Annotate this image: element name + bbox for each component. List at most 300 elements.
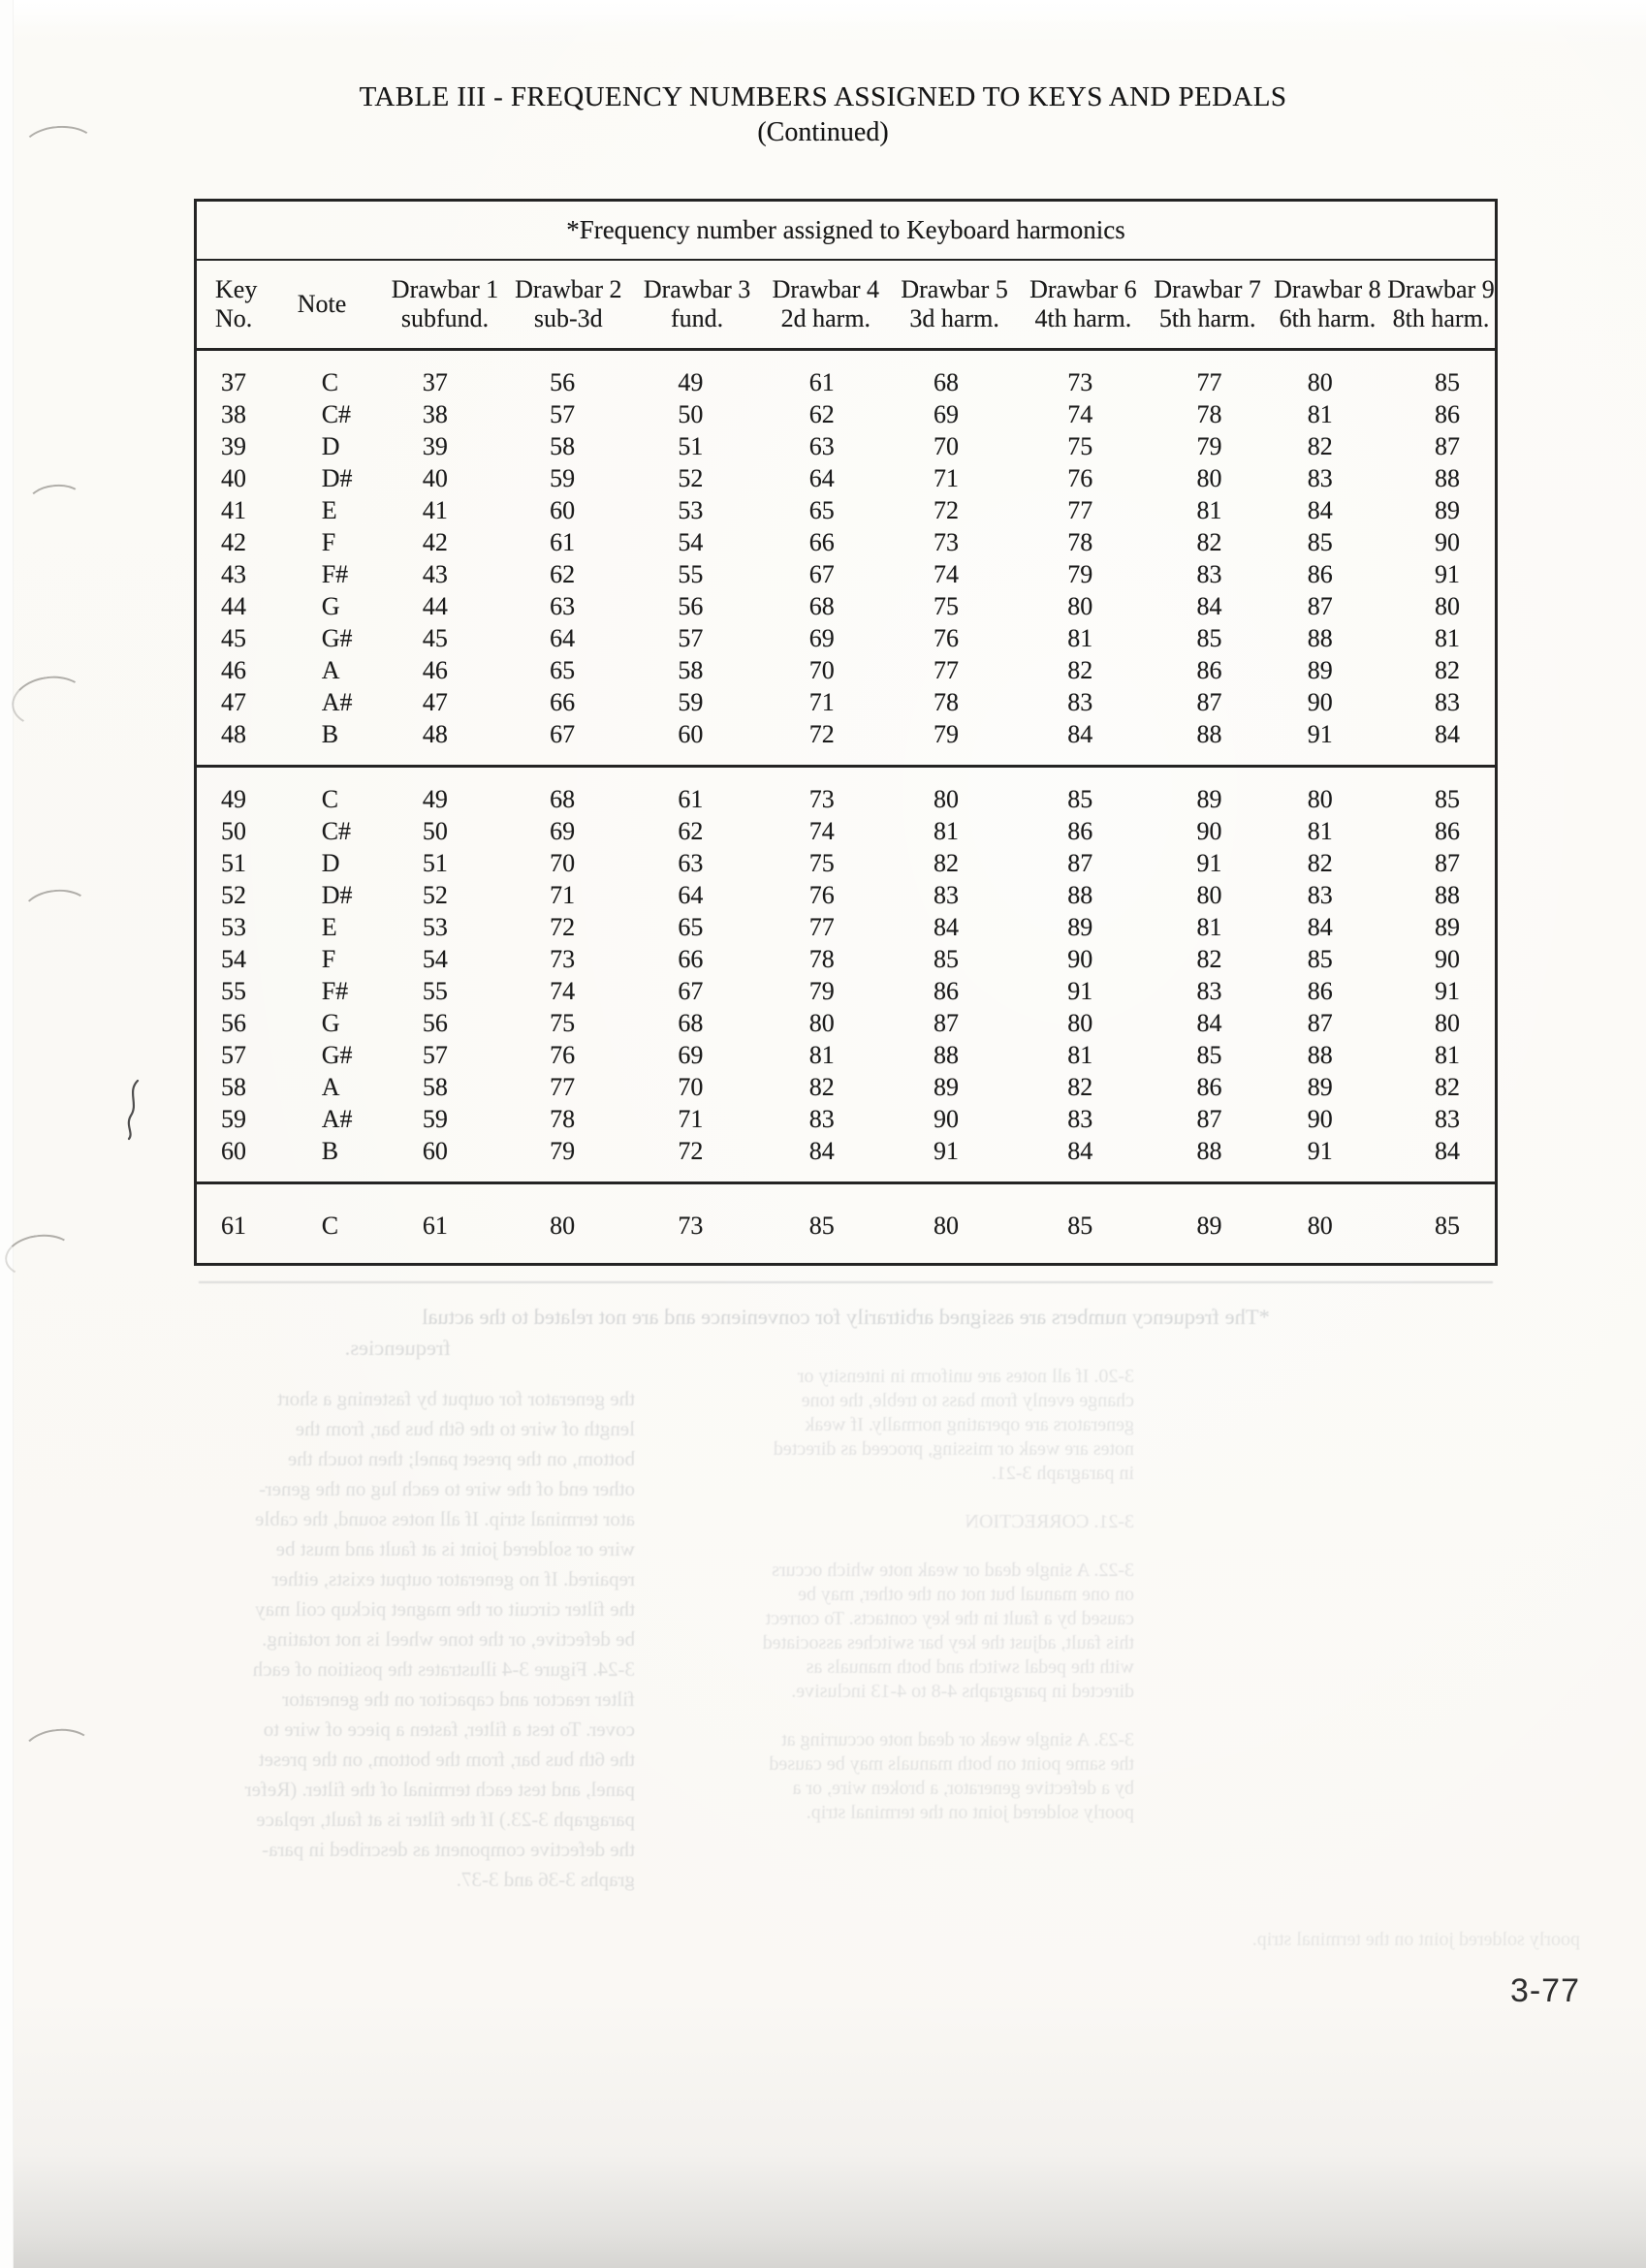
frequency-cell: 87: [1435, 849, 1461, 877]
frequency-cell: 83: [1196, 560, 1222, 588]
frequency-cell: 83: [808, 1105, 835, 1133]
frequency-cell: 77: [550, 1073, 576, 1101]
frequency-cell: 82: [1067, 1073, 1093, 1101]
note-cell: D#: [321, 464, 353, 492]
col-header-drawbar-1: [386, 260, 504, 350]
frequency-cell: 87: [933, 1009, 959, 1037]
note-cell: D: [321, 432, 340, 460]
frequency-cell: 74: [1067, 400, 1093, 428]
frequency-cell: 84: [1307, 913, 1333, 941]
table-row: [196, 686, 1497, 718]
frequency-cell: 60: [678, 720, 704, 748]
note-cell: A#: [321, 688, 353, 716]
frequency-cell: 54: [422, 945, 448, 973]
frequency-cell: 68: [933, 368, 959, 396]
showthrough-rule: [199, 1281, 1493, 1283]
table-row: [196, 879, 1497, 911]
key-no-cell: 41: [221, 496, 246, 524]
paper-left-edge: [0, 0, 14, 2268]
frequency-cell: 66: [550, 688, 576, 716]
frequency-cell: 79: [933, 720, 959, 748]
note-cell: E: [321, 496, 337, 524]
frequency-cell: 84: [1067, 1137, 1093, 1165]
frequency-cell: 86: [933, 977, 959, 1005]
frequency-cell: 82: [1307, 849, 1333, 877]
binder-hole-arc: [25, 482, 84, 520]
frequency-cell: 74: [808, 817, 835, 845]
frequency-cell: 85: [808, 1212, 835, 1240]
frequency-cell: 84: [1435, 1137, 1461, 1165]
table-row: [196, 847, 1497, 879]
frequency-cell: 65: [808, 496, 835, 524]
frequency-cell: 89: [1435, 496, 1461, 524]
frequency-cell: 81: [933, 817, 959, 845]
frequency-cell: 90: [933, 1105, 959, 1133]
frequency-cell: 85: [1307, 528, 1333, 556]
frequency-cell: 81: [1307, 817, 1333, 845]
key-no-cell: 45: [221, 624, 246, 652]
frequency-cell: 71: [678, 1105, 704, 1133]
frequency-cell: 83: [933, 881, 959, 909]
frequency-cell: 87: [1067, 849, 1093, 877]
frequency-cell: 69: [678, 1041, 704, 1069]
frequency-cell: 40: [422, 464, 448, 492]
frequency-table: [194, 199, 1498, 1266]
frequency-cell: 90: [1435, 945, 1461, 973]
table-row: [196, 1071, 1497, 1103]
header-line: Drawbar 7: [1154, 275, 1261, 303]
frequency-cell: 80: [933, 1212, 959, 1240]
frequency-cell: 42: [422, 528, 448, 556]
note-cell: C: [321, 368, 339, 396]
note-cell: F#: [321, 977, 349, 1005]
frequency-cell: 84: [1196, 592, 1222, 620]
frequency-cell: 43: [422, 560, 448, 588]
binder-hole-arc: [3, 1231, 78, 1281]
frequency-cell: 62: [550, 560, 576, 588]
frequency-cell: 91: [933, 1137, 959, 1165]
frequency-cell: 80: [1067, 592, 1093, 620]
frequency-cell: 82: [1067, 656, 1093, 684]
frequency-cell: 81: [1196, 913, 1222, 941]
key-no-cell: 42: [221, 528, 246, 556]
frequency-cell: 81: [1196, 496, 1222, 524]
frequency-cell: 52: [678, 464, 704, 492]
frequency-cell: 70: [678, 1073, 704, 1101]
key-no-cell: 50: [221, 817, 246, 845]
frequency-cell: 88: [1307, 1041, 1333, 1069]
key-no-cell: 49: [221, 785, 246, 813]
frequency-cell: 85: [1435, 1212, 1461, 1240]
col-header-drawbar-4: [762, 260, 890, 350]
key-no-cell: 44: [221, 592, 246, 620]
note-cell: C#: [321, 400, 352, 428]
note-cell: A: [321, 1073, 340, 1101]
key-no-cell: 54: [221, 945, 246, 973]
frequency-cell: 51: [678, 432, 704, 460]
note-cell: G: [321, 1009, 340, 1037]
frequency-cell: 61: [808, 368, 835, 396]
key-no-cell: 57: [221, 1041, 246, 1069]
table-row: [196, 494, 1497, 526]
frequency-cell: 59: [678, 688, 704, 716]
note-cell: F: [321, 945, 336, 973]
frequency-cell: 65: [550, 656, 576, 684]
frequency-cell: 70: [550, 849, 576, 877]
page-subtitle: (Continued): [757, 117, 889, 147]
key-block-37-48: [196, 350, 1497, 767]
header-line: Drawbar 5: [901, 275, 1008, 303]
key-no-cell: 39: [221, 432, 246, 460]
frequency-cell: 39: [422, 432, 448, 460]
frequency-cell: 60: [422, 1137, 448, 1165]
frequency-cell: 45: [422, 624, 448, 652]
frequency-cell: 74: [933, 560, 959, 588]
frequency-cell: 75: [808, 849, 835, 877]
table-row: [196, 911, 1497, 943]
note-cell: A#: [321, 1105, 353, 1133]
header-line: Note: [297, 290, 347, 318]
showthrough-footnote: *The frequency numbers are assigned arbitrarily for convenience and are not related to the actual: [422, 1305, 1270, 1329]
col-header-key-no: [196, 260, 285, 350]
frequency-cell: 37: [422, 368, 448, 396]
frequency-cell: 81: [808, 1041, 835, 1069]
table-row: [196, 654, 1497, 686]
frequency-cell: 81: [1307, 400, 1333, 428]
header-line: Drawbar 3: [643, 275, 751, 303]
table-row: [196, 1183, 1497, 1265]
frequency-cell: 79: [550, 1137, 576, 1165]
frequency-cell: 85: [1435, 368, 1461, 396]
frequency-cell: 88: [1196, 720, 1222, 748]
col-header-drawbar-9: [1387, 260, 1496, 350]
frequency-cell: 61: [550, 528, 576, 556]
frequency-cell: 78: [550, 1105, 576, 1133]
frequency-cell: 46: [422, 656, 448, 684]
table-caption: *Frequency number assigned to Keyboard harmonics: [196, 201, 1497, 261]
frequency-cell: 88: [1196, 1137, 1222, 1165]
key-no-cell: 48: [221, 720, 246, 748]
note-cell: F#: [321, 560, 349, 588]
col-header-drawbar-5: [890, 260, 1019, 350]
frequency-cell: 91: [1196, 849, 1222, 877]
frequency-cell: 63: [678, 849, 704, 877]
frequency-cell: 86: [1435, 817, 1461, 845]
frequency-cell: 80: [1307, 368, 1333, 396]
table-row: [196, 1007, 1497, 1039]
frequency-cell: 91: [1067, 977, 1093, 1005]
frequency-cell: 75: [550, 1009, 576, 1037]
frequency-cell: 57: [550, 400, 576, 428]
frequency-cell: 75: [933, 592, 959, 620]
table-row: [196, 767, 1497, 816]
frequency-cell: 56: [422, 1009, 448, 1037]
frequency-cell: 73: [808, 785, 835, 813]
frequency-cell: 91: [1435, 977, 1461, 1005]
key-no-cell: 40: [221, 464, 246, 492]
frequency-cell: 38: [422, 400, 448, 428]
frequency-cell: 80: [550, 1212, 576, 1240]
frequency-cell: 53: [678, 496, 704, 524]
showthrough-text-left: the generator for output by fastening a short length of wire to the 6th bus bar, from the bottom, on the preset panel; then touch the other end of the wire to each lug on the gener- ator terminal strip. If all notes sound, the cable wire or soldered joint is at fault and must be repaired. If no generator output exists, either the filter circuit or the magnet pickup coil may be defective, or the tone wheel is not rotating. 3-24. Figure 3-4 illustrates the position of each filter reactor and capacitor on the generator cover. To test a filter, fasten a piece of wire to the 6th bus bar, from the bottom, on the preset panel, and test each terminal of the filter. (Refer paragraph 3-23.) If the filter is at fault, replace the defective component as described in para- graphs 3-36 and 3-37.: [244, 1387, 635, 1891]
frequency-cell: 79: [1067, 560, 1093, 588]
frequency-cell: 90: [1307, 1105, 1333, 1133]
frequency-cell: 64: [550, 624, 576, 652]
binder-hole-arc: [9, 672, 90, 732]
key-no-cell: 56: [221, 1009, 246, 1037]
header-line: 5th harm.: [1158, 304, 1256, 332]
frequency-cell: 77: [1067, 496, 1093, 524]
frequency-cell: 54: [678, 528, 704, 556]
frequency-cell: 51: [422, 849, 448, 877]
frequency-cell: 88: [1307, 624, 1333, 652]
frequency-cell: 58: [678, 656, 704, 684]
frequency-cell: 80: [808, 1009, 835, 1037]
frequency-cell: 77: [933, 656, 959, 684]
frequency-cell: 67: [808, 560, 835, 588]
frequency-cell: 86: [1307, 560, 1333, 588]
showthrough-footnote-continuation: frequencies.: [344, 1336, 451, 1360]
page-number: 3-77: [1509, 1972, 1580, 2009]
frequency-cell: 72: [808, 720, 835, 748]
frequency-cell: 75: [1067, 432, 1093, 460]
key-no-cell: 53: [221, 913, 246, 941]
note-cell: D#: [321, 881, 353, 909]
key-block-61: [196, 1183, 1497, 1265]
header-line: Drawbar 4: [772, 275, 880, 303]
frequency-cell: 90: [1196, 817, 1222, 845]
table-row: [196, 462, 1497, 494]
key-no-cell: 59: [221, 1105, 246, 1133]
frequency-cell: 52: [422, 881, 448, 909]
ink-mark: [122, 1078, 145, 1142]
frequency-cell: 80: [933, 785, 959, 813]
frequency-cell: 55: [678, 560, 704, 588]
frequency-cell: 61: [678, 785, 704, 813]
frequency-cell: 85: [1067, 1212, 1093, 1240]
key-no-cell: 51: [221, 849, 246, 877]
key-no-cell: 37: [221, 368, 246, 396]
frequency-cell: 89: [1067, 913, 1093, 941]
frequency-cell: 89: [1196, 1212, 1222, 1240]
table-header-row: [196, 260, 1497, 350]
header-line: 2d harm.: [780, 304, 871, 332]
frequency-cell: 50: [422, 817, 448, 845]
frequency-cell: 66: [808, 528, 835, 556]
table-row: [196, 1103, 1497, 1135]
frequency-cell: 86: [1067, 817, 1093, 845]
frequency-cell: 49: [422, 785, 448, 813]
frequency-cell: 83: [1307, 881, 1333, 909]
frequency-cell: 78: [933, 688, 959, 716]
frequency-cell: 89: [1196, 785, 1222, 813]
frequency-cell: 64: [678, 881, 704, 909]
frequency-cell: 85: [1435, 785, 1461, 813]
frequency-cell: 80: [1196, 464, 1222, 492]
frequency-cell: 70: [933, 432, 959, 460]
frequency-cell: 80: [1435, 1009, 1461, 1037]
frequency-cell: 89: [1307, 1073, 1333, 1101]
header-line: Key: [215, 275, 258, 303]
key-no-cell: 55: [221, 977, 246, 1005]
frequency-cell: 87: [1435, 432, 1461, 460]
frequency-cell: 91: [1307, 1137, 1333, 1165]
frequency-cell: 84: [808, 1137, 835, 1165]
table-row: [196, 430, 1497, 462]
frequency-cell: 64: [808, 464, 835, 492]
frequency-cell: 71: [550, 881, 576, 909]
frequency-cell: 55: [422, 977, 448, 1005]
frequency-cell: 90: [1307, 688, 1333, 716]
frequency-cell: 71: [808, 688, 835, 716]
note-cell: C#: [321, 817, 352, 845]
key-no-cell: 43: [221, 560, 246, 588]
frequency-cell: 80: [1307, 785, 1333, 813]
frequency-cell: 88: [933, 1041, 959, 1069]
table-row: [196, 398, 1497, 430]
frequency-cell: 90: [1435, 528, 1461, 556]
note-cell: G: [321, 592, 340, 620]
frequency-cell: 83: [1307, 464, 1333, 492]
table-row: [196, 622, 1497, 654]
header-line: Drawbar 8: [1274, 275, 1381, 303]
frequency-cell: 57: [678, 624, 704, 652]
frequency-cell: 62: [678, 817, 704, 845]
frequency-cell: 72: [550, 913, 576, 941]
key-block-49-60: [196, 767, 1497, 1183]
frequency-cell: 86: [1196, 656, 1222, 684]
frequency-cell: 84: [933, 913, 959, 941]
frequency-cell: 89: [1307, 656, 1333, 684]
frequency-cell: 78: [808, 945, 835, 973]
binder-hole-arc: [19, 1725, 98, 1780]
frequency-cell: 87: [1196, 1105, 1222, 1133]
frequency-cell: 87: [1196, 688, 1222, 716]
frequency-cell: 78: [1067, 528, 1093, 556]
table-row: [196, 943, 1497, 975]
frequency-cell: 66: [678, 945, 704, 973]
header-line: Drawbar 2: [515, 275, 622, 303]
binder-hole-arc: [19, 886, 93, 937]
header-line: Drawbar 6: [1029, 275, 1137, 303]
frequency-cell: 88: [1435, 464, 1461, 492]
frequency-cell: 82: [1307, 432, 1333, 460]
frequency-cell: 85: [1196, 624, 1222, 652]
frequency-cell: 81: [1067, 1041, 1093, 1069]
note-cell: C: [321, 785, 339, 813]
frequency-cell: 69: [808, 624, 835, 652]
frequency-cell: 82: [808, 1073, 835, 1101]
frequency-cell: 58: [422, 1073, 448, 1101]
header-line: subfund.: [400, 304, 490, 332]
header-line: 6th harm.: [1279, 304, 1377, 332]
note-cell: F: [321, 528, 336, 556]
frequency-cell: 48: [422, 720, 448, 748]
frequency-cell: 68: [808, 592, 835, 620]
note-cell: G#: [321, 624, 353, 652]
col-header-drawbar-2: [504, 260, 632, 350]
header-line: Drawbar 1: [391, 275, 499, 303]
frequency-cell: 44: [422, 592, 448, 620]
frequency-cell: 90: [1067, 945, 1093, 973]
frequency-cell: 72: [933, 496, 959, 524]
note-cell: A: [321, 656, 340, 684]
frequency-cell: 81: [1435, 624, 1461, 652]
frequency-cell: 77: [1196, 368, 1222, 396]
frequency-cell: 65: [678, 913, 704, 941]
frequency-cell: 91: [1307, 720, 1333, 748]
frequency-cell: 74: [550, 977, 576, 1005]
col-header-drawbar-3: [632, 260, 761, 350]
frequency-cell: 59: [422, 1105, 448, 1133]
paper-top-edge: [0, 0, 1646, 29]
frequency-cell: 84: [1307, 496, 1333, 524]
frequency-cell: 81: [1067, 624, 1093, 652]
frequency-cell: 49: [678, 368, 704, 396]
frequency-cell: 76: [550, 1041, 576, 1069]
col-header-drawbar-8: [1268, 260, 1387, 350]
frequency-cell: 76: [933, 624, 959, 652]
frequency-cell: 89: [933, 1073, 959, 1101]
frequency-cell: 86: [1435, 400, 1461, 428]
frequency-cell: 77: [808, 913, 835, 941]
frequency-cell: 89: [1435, 913, 1461, 941]
frequency-cell: 87: [1307, 1009, 1333, 1037]
frequency-cell: 73: [933, 528, 959, 556]
table-row: [196, 975, 1497, 1007]
key-no-cell: 38: [221, 400, 246, 428]
key-no-cell: 46: [221, 656, 246, 684]
frequency-cell: 68: [678, 1009, 704, 1037]
note-cell: E: [321, 913, 337, 941]
frequency-cell: 68: [550, 785, 576, 813]
frequency-cell: 86: [1196, 1073, 1222, 1101]
frequency-cell: 67: [678, 977, 704, 1005]
frequency-cell: 62: [808, 400, 835, 428]
frequency-cell: 85: [1307, 945, 1333, 973]
header-line: 4th harm.: [1034, 304, 1132, 332]
header-line: fund.: [670, 304, 724, 332]
frequency-cell: 88: [1067, 881, 1093, 909]
frequency-cell: 83: [1435, 1105, 1461, 1133]
frequency-cell: 76: [1067, 464, 1093, 492]
key-no-cell: 52: [221, 881, 246, 909]
frequency-cell: 80: [1435, 592, 1461, 620]
frequency-cell: 73: [550, 945, 576, 973]
col-header-note: [285, 260, 386, 350]
frequency-cell: 73: [1067, 368, 1093, 396]
frequency-cell: 57: [422, 1041, 448, 1069]
showthrough-text-bottom-fragment: poorly soldered joint on the terminal strip.: [1251, 1929, 1580, 1950]
header-line: No.: [215, 304, 253, 332]
frequency-cell: 47: [422, 688, 448, 716]
note-cell: D: [321, 849, 340, 877]
frequency-cell: 50: [678, 400, 704, 428]
table-caption-row: [196, 201, 1497, 261]
frequency-cell: 70: [808, 656, 835, 684]
frequency-cell: 79: [1196, 432, 1222, 460]
frequency-cell: 67: [550, 720, 576, 748]
frequency-cell: 80: [1307, 1212, 1333, 1240]
header-line: Drawbar 9: [1387, 275, 1495, 303]
frequency-cell: 79: [808, 977, 835, 1005]
frequency-cell: 82: [933, 849, 959, 877]
col-header-drawbar-7: [1148, 260, 1268, 350]
frequency-cell: 81: [1435, 1041, 1461, 1069]
header-line: 8th harm.: [1392, 304, 1490, 332]
table-row: [196, 350, 1497, 399]
note-cell: C: [321, 1212, 339, 1240]
